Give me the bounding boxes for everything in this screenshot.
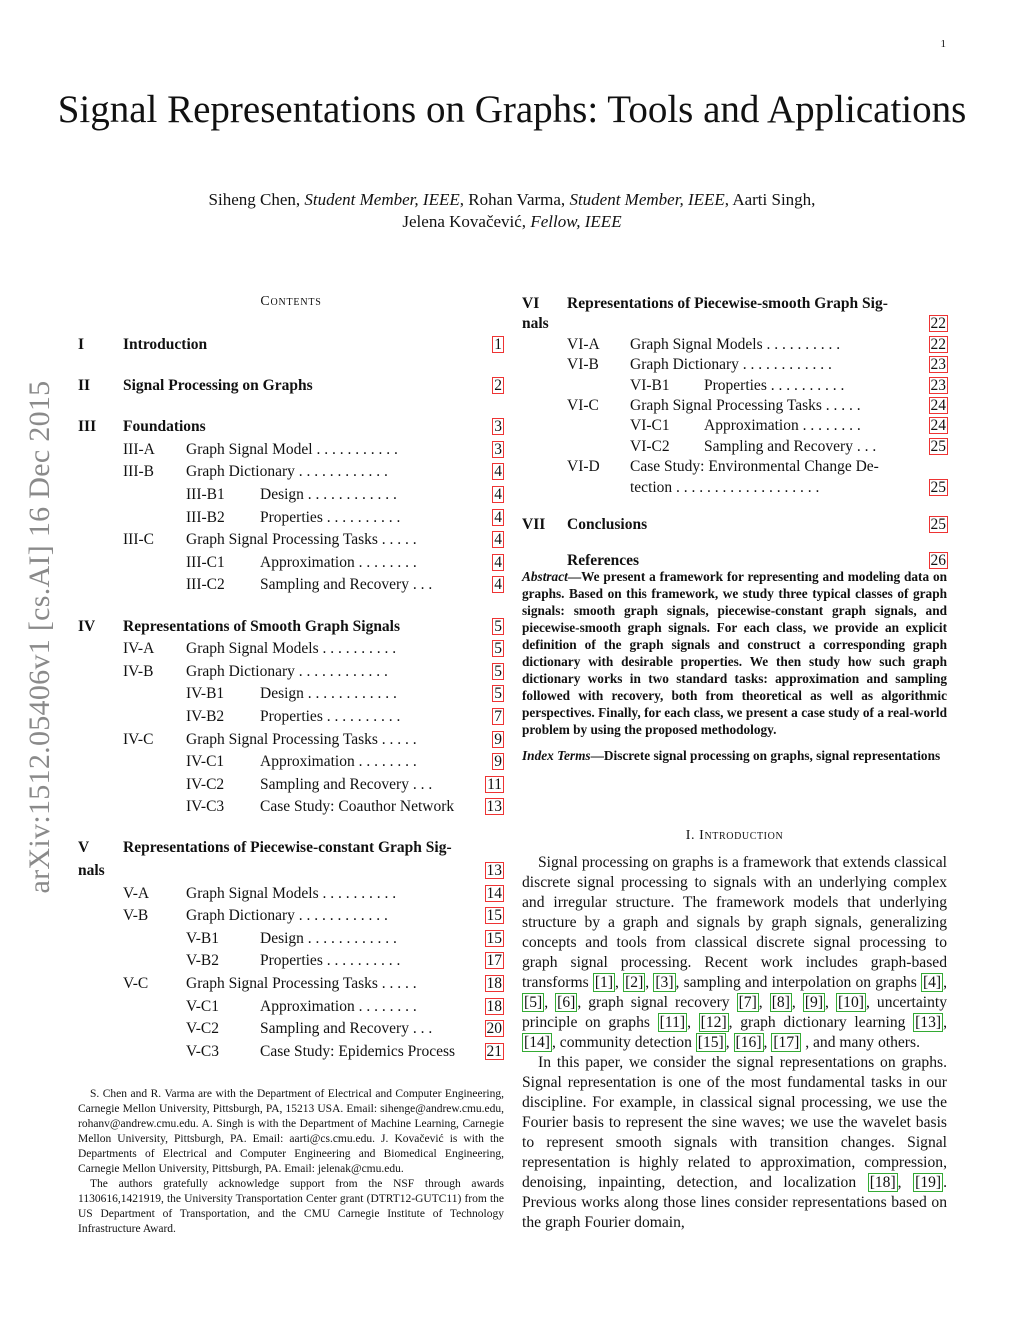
citation-link[interactable]: [1] (594, 974, 614, 991)
toc-number: IV-C (123, 730, 154, 748)
citation-link[interactable]: [10] (837, 994, 864, 1011)
toc-page (463, 553, 504, 573)
intro-paragraph-2: In this paper, we consider the signal representations on graphs. Signal representation is one of the most fundamental tasks in our discipline. For example, in classical signal processing, we use the Fourier basis to represent the sine waves; we use the wavelet basis to represent smooth signals with transition changes. Signal representation is highly related to approximation, compression, denoising, inpainting, detection, and localization [18] , [19] . Previous works along those lines consider representations based on the graph Fourier domain, (522, 1054, 948, 1231)
index-terms (522, 747, 947, 764)
toc-entry-label[interactable]: Case Study: Environmental Change De- (630, 458, 879, 476)
toc-entry-label-cont: tection . . . . . . . . . . . . . . . . . . . (630, 478, 820, 496)
toc-page-link[interactable]: 18 (486, 997, 502, 1015)
toc-page-link[interactable]: 9 (494, 730, 502, 748)
toc-page (463, 508, 504, 528)
toc-page (463, 575, 504, 595)
toc-page (463, 335, 504, 355)
toc-number: V-B1 (186, 929, 220, 947)
toc-number: VII (522, 515, 546, 533)
toc-number: V-C3 (186, 1042, 220, 1060)
toc-number: IV-C3 (186, 798, 225, 816)
toc-number: IV-C1 (186, 753, 225, 771)
toc-page-link[interactable]: 11 (487, 775, 502, 793)
citation-link[interactable]: [5] (524, 994, 543, 1011)
toc-page-link[interactable]: 3 (494, 440, 502, 458)
toc-number: VI-C1 (630, 417, 670, 435)
toc-page (907, 376, 948, 396)
toc-number: VI-C2 (630, 437, 670, 455)
intro-paragraph-1: Signal processing on graphs is a framework that extends classical discrete signal processing to signals with an underlying complex and irregular structure. The framework models that underlying structure by a graph and signals by graph signals, generalizing concepts and tools from classical discrete signal processing to graph signal processing. Recent work includes graph-based transforms [1] , [2] , [3] , sampling and interpolation on graphs [4] , [5] , [6] , graph signal recovery [7] , [8] , [9] , [10] , uncertainty principle on graphs [11] , [12] , graph dictionary learning [13] , [14] , community detection [15] , [16] , [17] , and many others. (522, 854, 948, 1051)
toc-entry-label[interactable]: Graph Signal Processing Tasks . . . . . (186, 531, 417, 549)
toc-entry-label[interactable]: Approximation . . . . . . . . (260, 553, 417, 571)
toc-entry-label[interactable]: Representations of Piecewise-smooth Graph Sig- (567, 295, 888, 312)
toc-page-link[interactable]: 5 (494, 640, 502, 658)
toc-page-link[interactable]: 4 (494, 576, 502, 594)
toc-page-link[interactable]: 5 (494, 685, 502, 703)
toc-page (463, 861, 504, 881)
toc-number: III-C (123, 531, 154, 549)
toc-page-link[interactable]: 25 (930, 515, 946, 533)
toc-page-link[interactable]: 3 (494, 418, 502, 436)
toc-entry-label[interactable]: References (567, 552, 640, 570)
toc-entry-label[interactable]: Approximation . . . . . . . . (260, 997, 417, 1015)
citation-link[interactable]: [17] (773, 1034, 800, 1051)
citation-link[interactable]: [6] (557, 994, 576, 1011)
toc-page-link[interactable]: 17 (486, 952, 502, 970)
toc-page (463, 752, 504, 772)
toc-number: VI-A (567, 335, 600, 353)
toc-entry-label[interactable]: Properties . . . . . . . . . . (260, 707, 401, 725)
index-terms-label: Index Terms (522, 748, 591, 763)
toc-page-link[interactable]: 7 (494, 707, 502, 725)
toc-entry-label[interactable]: Graph Dictionary . . . . . . . . . . . . (186, 463, 388, 481)
toc-entry-label[interactable]: Sampling and Recovery . . . (260, 576, 433, 594)
toc-page (907, 515, 948, 535)
toc-page-link[interactable]: 18 (486, 975, 502, 992)
footnote (78, 1087, 504, 1237)
footnote-acknowledgment: The authors gratefully acknowledge support from the NSF through awards 1130616,1421919, the University Transportation Center grant (DTRT12-GUTC11) from the US Department of Transportation, and the CMU Carnegie Institute of Technology Infrastructure Award. (78, 1178, 504, 1235)
toc-page-link[interactable]: 25 (930, 437, 946, 455)
toc-entry-label[interactable]: Graph Signal Model . . . . . . . . . . . (186, 440, 398, 458)
toc-entry-label[interactable]: Foundations (123, 418, 206, 436)
toc-entry-label[interactable]: Approximation . . . . . . . . (704, 417, 861, 435)
toc-page (463, 730, 504, 750)
author-4-role: Fellow, IEEE (530, 212, 622, 231)
toc-number: III-C1 (186, 553, 225, 571)
toc-page (463, 1042, 504, 1062)
toc-page-link[interactable]: 24 (930, 417, 946, 435)
abstract-text: —We present a framework for representing and modeling data on graphs. Based on this framework, we study three typical classes of graph signals: smooth graph signals, piecewise-constant graph signals, and piecewise-smooth graph signals. For each class, we provide an explicit definition of the graph signals and construct a corresponding graph dictionary with desirable properties. We then study how such graph dictionary works in two standard tasks: approximation and sampling followed with recovery, both from theoretical as well as algorithmic perspectives. Finally, for each class, we present a case study of a real-world problem by using the proposed methodology. (522, 569, 947, 737)
toc-page-link[interactable]: 22 (930, 335, 946, 353)
toc-entry-label[interactable]: Sampling and Recovery . . . (704, 437, 877, 455)
toc-entry-label[interactable]: Design . . . . . . . . . . . . (260, 929, 397, 947)
toc-page-link[interactable]: 20 (486, 1020, 502, 1038)
toc-page (907, 355, 948, 375)
toc-page (463, 440, 504, 460)
abstract-label: Abstract (522, 569, 568, 584)
toc-entry-label[interactable]: Graph Dictionary . . . . . . . . . . . . (186, 662, 388, 680)
toc-page-link[interactable]: 4 (494, 486, 502, 503)
toc-page (907, 437, 948, 457)
toc-number: V-C2 (186, 1020, 220, 1038)
toc-number: V-C1 (186, 997, 220, 1015)
toc-page (907, 314, 948, 334)
toc-page-link[interactable]: 26 (930, 552, 946, 570)
toc-page-link[interactable]: 5 (494, 617, 502, 635)
toc-page-link[interactable]: 9 (494, 753, 502, 771)
toc-entry-label[interactable]: Graph Signal Models . . . . . . . . . . (186, 640, 397, 658)
toc-page (907, 396, 948, 416)
toc-number: VI-B (567, 356, 599, 374)
toc-entry-label[interactable]: Graph Signal Processing Tasks . . . . . (186, 975, 417, 992)
toc-page (463, 929, 504, 949)
citation-link[interactable]: [18] (869, 1174, 896, 1191)
toc-entry-label[interactable]: Case Study: Epidemics Process (260, 1042, 456, 1060)
toc-page-link[interactable]: 4 (494, 463, 502, 481)
author-3: , Aarti Singh, (724, 190, 816, 209)
toc-page-link[interactable]: 4 (494, 508, 502, 526)
toc-number: V-A (123, 884, 150, 902)
toc-page (907, 478, 948, 498)
toc-page (463, 974, 504, 994)
citation-link[interactable]: [12] (700, 1014, 727, 1031)
toc-number: IV-C2 (186, 775, 225, 793)
footnote-affiliations: S. Chen and R. Varma are with the Department of Electrical and Computer Engineering, Carnegie Mellon University, Pittsburgh, PA, 15213 USA. Email: sihenge@andrew.cmu.edu, rohanv@andrew.cmu.edu. A. Singh is with the Department of Machine Learning, Carnegie Mellon University, Pittsburgh, PA. Email: aarti@cs.cmu.edu. J. Kovačević is with the Departments of Electrical and Computer Engineering and Biomedical Engineering, Carnegie Mellon University, Pittsburgh, PA. Email: jelenak@cmu.edu. (78, 1088, 504, 1175)
toc-number: VI-C (567, 397, 599, 414)
author-1: Siheng Chen, (208, 190, 305, 209)
toc-page-link[interactable]: 1 (494, 336, 502, 353)
toc-number: III-B (123, 463, 154, 481)
citation-link[interactable]: [4] (922, 974, 942, 991)
author-2: , Rohan Varma, (459, 190, 570, 209)
toc-entry-label[interactable]: Design . . . . . . . . . . . . (260, 685, 397, 703)
toc-entry-label[interactable]: Graph Signal Models . . . . . . . . . . (630, 335, 841, 353)
toc-page-link[interactable]: 24 (930, 397, 946, 414)
citation-link[interactable]: [13] (915, 1014, 942, 1031)
toc-page (463, 617, 504, 637)
toc-number: III-B1 (186, 486, 225, 503)
toc-page (463, 417, 504, 437)
toc-entry-label[interactable]: Graph Signal Processing Tasks . . . . . (186, 730, 417, 748)
toc-page (463, 684, 504, 704)
citation-link[interactable]: [16] (735, 1034, 762, 1051)
toc-page (463, 376, 504, 396)
toc-entry-label[interactable]: Approximation . . . . . . . . (260, 753, 417, 771)
toc-page (463, 662, 504, 682)
citation-link[interactable]: [7] (738, 994, 757, 1011)
toc-entry-label[interactable]: Properties . . . . . . . . . . (704, 376, 845, 394)
page-number: 1 (940, 38, 946, 50)
toc-entry-label[interactable]: Graph Signal Models . . . . . . . . . . (186, 884, 397, 902)
toc-entry-label[interactable]: Properties . . . . . . . . . . (260, 508, 401, 526)
toc-number: VI-B1 (630, 376, 670, 394)
toc-entry-label[interactable]: Conclusions (567, 515, 648, 533)
toc-page-link[interactable]: 2 (494, 377, 502, 395)
author-1-role: Student Member, IEEE (304, 190, 460, 209)
toc-entry-label[interactable]: Signal Processing on Graphs (123, 377, 313, 395)
toc-page-link[interactable]: 23 (930, 376, 946, 394)
citation-link[interactable]: [11] (659, 1014, 686, 1031)
citation-link[interactable]: [15] (697, 1034, 724, 1051)
toc-page (907, 416, 948, 436)
toc-entry-label-cont: nals (78, 862, 105, 879)
toc-number: V-B2 (186, 952, 220, 970)
toc-entry-label[interactable]: Graph Signal Processing Tasks . . . . . (630, 397, 861, 414)
toc-entry-label[interactable]: Representations of Piecewise-constant Graph Sig- (123, 839, 452, 857)
toc-page-link[interactable]: 4 (494, 553, 502, 571)
toc-entry-label[interactable]: Graph Dictionary . . . . . . . . . . . . (630, 356, 832, 374)
toc-number: V-B (123, 907, 149, 925)
toc-page (463, 797, 504, 817)
toc-page-link[interactable]: 13 (486, 862, 502, 879)
toc-page (463, 775, 504, 795)
toc-number: II (78, 377, 91, 395)
arxiv-stamp: arXiv:1512.05406v1 [cs.AI] 16 Dec 2015 (23, 380, 56, 894)
paper-title: Signal Representations on Graphs: Tools and Applications (57, 88, 967, 131)
toc-page-link[interactable]: 23 (930, 356, 946, 374)
toc-page-link[interactable]: 4 (494, 531, 502, 549)
toc-page-link[interactable]: 22 (930, 315, 946, 333)
toc-number: V (78, 839, 90, 857)
toc-page (463, 639, 504, 659)
toc-page-link[interactable]: 15 (486, 929, 502, 947)
toc-number: IV-A (123, 640, 155, 658)
toc-entry-label[interactable]: Sampling and Recovery . . . (260, 775, 433, 793)
citation-link[interactable]: [14] (524, 1034, 550, 1051)
toc-number: I (78, 336, 85, 353)
toc-number: VI (522, 295, 540, 312)
toc-number: VI-D (567, 458, 600, 476)
toc-page-link[interactable]: 25 (930, 478, 946, 496)
toc-page-link[interactable]: 15 (486, 907, 502, 925)
toc-entry-label[interactable]: Representations of Smooth Graph Signals (123, 617, 401, 635)
toc-entry-label[interactable]: Case Study: Coauthor Network (260, 798, 455, 816)
toc-entry-label[interactable]: Design . . . . . . . . . . . . (260, 486, 397, 503)
toc-page (463, 485, 504, 505)
toc-number: III-A (123, 440, 155, 458)
toc-number: IV-B2 (186, 707, 225, 725)
toc-page (463, 1019, 504, 1039)
toc-entry-label-cont: nals (522, 315, 549, 333)
toc-page (463, 884, 504, 904)
citation-link[interactable]: [19] (915, 1174, 942, 1191)
toc-entry-label[interactable]: Introduction (123, 336, 208, 353)
citation-link[interactable]: [9] (804, 994, 824, 1011)
toc-number: III (78, 418, 97, 436)
toc-page-link[interactable]: 21 (486, 1042, 502, 1060)
citation-link[interactable]: [3] (655, 974, 674, 991)
toc-number: IV (78, 617, 96, 635)
toc-page-link[interactable]: 5 (494, 662, 502, 680)
citation-link[interactable]: [8] (771, 994, 790, 1011)
toc-page-link[interactable]: 13 (486, 798, 502, 816)
citation-link[interactable]: [2] (625, 974, 644, 991)
toc-entry-label[interactable]: Properties . . . . . . . . . . (260, 952, 401, 970)
toc-page (463, 906, 504, 926)
author-2-role: Student Member, IEEE (569, 190, 725, 209)
toc-entry-label[interactable]: Sampling and Recovery . . . (260, 1020, 433, 1038)
toc-page-link[interactable]: 14 (486, 884, 502, 902)
toc-number: III-B2 (186, 508, 225, 526)
toc-number: IV-B (123, 662, 154, 680)
section-heading-introduction: I. Introduction (685, 828, 784, 843)
toc-page (907, 335, 948, 355)
toc-page (463, 997, 504, 1017)
toc-page (463, 707, 504, 727)
abstract (522, 568, 947, 764)
toc-number: V-C (123, 975, 149, 992)
author-4: Jelena Kovačević, (402, 212, 531, 231)
toc-page (463, 462, 504, 482)
index-terms-text: —Discrete signal processing on graphs, signal representations (590, 748, 941, 763)
author-list (0, 189, 1024, 233)
toc-page (463, 530, 504, 550)
toc-page (463, 951, 504, 971)
toc-number: III-C2 (186, 576, 225, 594)
toc-entry-label[interactable]: Graph Dictionary . . . . . . . . . . . . (186, 907, 388, 925)
contents-heading: Contents (260, 294, 322, 309)
introduction-body (522, 853, 947, 1233)
toc-number: IV-B1 (186, 685, 225, 703)
